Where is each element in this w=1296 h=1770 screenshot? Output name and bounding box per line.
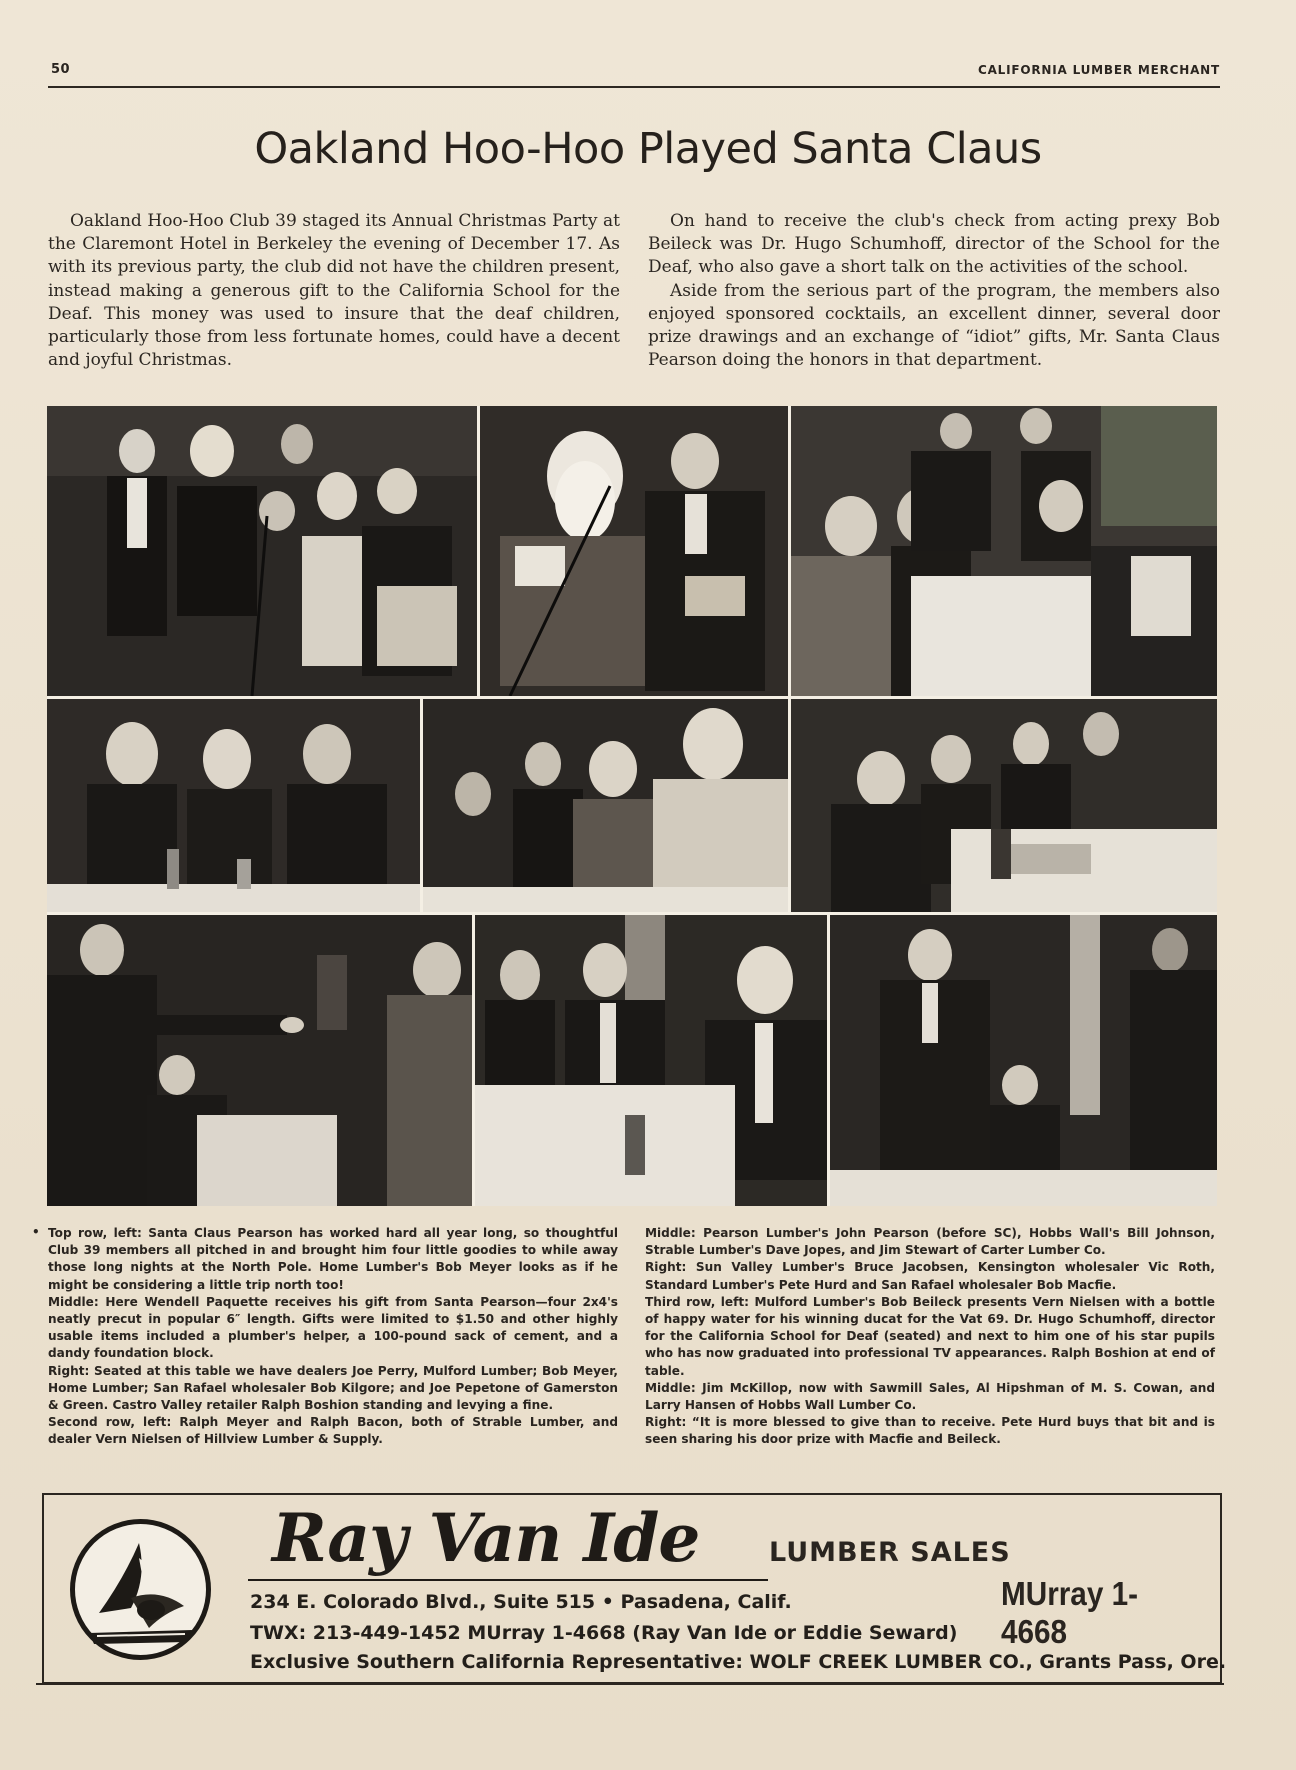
photo-pearson-johnson-jopes-stewart [423, 699, 788, 912]
advertisement [42, 1493, 1227, 1684]
caption: Third row, left: Mulford Lumber's Bob Beileck presents Vern Nielsen with a bottle of happy water for his winning ducat for the Vat 69. Dr. Hugo Schumhoff, director for the California School for Deaf (seated) and next to him one of his star pupils who has now graduated into professional TV appearances. Ralph Boshion at end of table. [645, 1294, 1215, 1378]
address-line: 234 E. Colorado Blvd., Suite 515 • Pasadena, Calif. [250, 1591, 792, 1613]
ad-bottom-rule [36, 1683, 1224, 1685]
page-number: 50 [51, 62, 71, 77]
article-paragraph: Aside from the serious part of the program, the members also enjoyed sponsored cocktails, an excellent dinner, several door prize drawings and an exchange of “idiot” gifts, Mr. Santa Claus Pearson doing the honors in that department. [648, 280, 1220, 371]
photo-beileck-nielsen-bottle [47, 915, 472, 1206]
captions-right [645, 1225, 1215, 1449]
publication-name: CALIFORNIA LUMBER MERCHANT [977, 63, 1220, 77]
twx-line: TWX: 213-449-1452 MUrray 1-4668 (Ray Van Ide or Eddie Seward) [250, 1622, 958, 1644]
photo-table-dealers-boshion [791, 406, 1217, 696]
caption: Middle: Jim McKillop, now with Sawmill Sales, Al Hipshman of M. S. Cowan, and Larry Hansen of Hobbs Wall Lumber Co. [645, 1380, 1215, 1413]
photo-jacobsen-roth-hurd-macfie [791, 699, 1217, 912]
caption: Second row, left: Ralph Meyer and Ralph Bacon, both of Strable Lumber, and dealer Vern Nielsen of Hillview Lumber & Supply. [48, 1415, 618, 1447]
caption: Top row, left: Santa Claus Pearson has worked hard all year long, so thoughtful Club 39 members all pitched in and brought him four little goodies to while away those long nights at the North Pole. Home Lumber's Bob Meyer looks as if he might be considering a little trip north too! [48, 1226, 618, 1292]
representative-line: Exclusive Southern California Representative: WOLF CREEK LUMBER CO., Grants Pass, Ore. [250, 1651, 1227, 1673]
photo-hurd-door-prize [830, 915, 1217, 1206]
caption: Middle: Pearson Lumber's John Pearson (before SC), Hobbs Wall's Bill Johnson, Strable Lumber's Dave Jopes, and Jim Stewart of Carter Lumber Co. [645, 1226, 1215, 1258]
brand-underline [248, 1579, 768, 1581]
caption: Middle: Here Wendell Paquette receives his gift from Santa Pearson—four 2x4's neatly precut in popular 6″ length. Gifts were limited to $1.50 and other highly usable items included a plumber's helper, a 100-pound sack of cement, and a dandy foundation block. [48, 1294, 618, 1361]
phone-number: MUrray 1-4668 [1001, 1575, 1139, 1650]
eagle-logo-icon [69, 1518, 212, 1661]
brand-script: Ray Van Ide [272, 1499, 700, 1577]
article-column-left [48, 210, 620, 372]
article-column-right [648, 210, 1220, 372]
article-paragraph: On hand to receive the club's check from acting prexy Bob Beileck was Dr. Hugo Schumhoff, director of the School for the Deaf, who also gave a short talk on the activities of the school. [648, 211, 1220, 278]
caption: Right: Sun Valley Lumber's Bruce Jacobsen, Kensington wholesaler Vic Roth, Standard Lumber's Pete Hurd and San Rafael wholesaler Bob Macfie. [645, 1260, 1215, 1292]
caption: Right: “It is more blessed to give than to receive. Pete Hurd buys that bit and is seen sharing his door prize with Macfie and Beileck. [645, 1415, 1215, 1447]
photo-mckillop-hipshman-hansen [475, 915, 827, 1206]
header-rule [48, 86, 1220, 88]
brand-suffix: LUMBER SALES [769, 1537, 1011, 1568]
photo-santa-gift-paquette [480, 406, 788, 696]
article-headline: Oakland Hoo-Hoo Played Santa Claus [254, 124, 1042, 174]
article-paragraph: Oakland Hoo-Hoo Club 39 staged its Annual Christmas Party at the Claremont Hotel in Berkeley the evening of December 17. As with its previous party, the club did not have the children present, instead making a generous gift to the California School for the Deaf. This money was used to insure that the deaf children, particularly those from less fortunate homes, could have a decent and joyful Christmas. [48, 211, 620, 371]
photo-santa-with-guests [47, 406, 477, 696]
caption-bullet: • [32, 1225, 40, 1239]
captions-left [48, 1225, 618, 1449]
photo-grid [47, 406, 1217, 1206]
photo-meyer-bacon-nielsen [47, 699, 420, 912]
caption: Right: Seated at this table we have dealers Joe Perry, Mulford Lumber; Bob Meyer, Home Lumber; San Rafael wholesaler Bob Kilgore; and Joe Pepetone of Gamerston & Green. Castro Valley retailer Ralph Boshion standing and levying a fine. [48, 1363, 618, 1413]
